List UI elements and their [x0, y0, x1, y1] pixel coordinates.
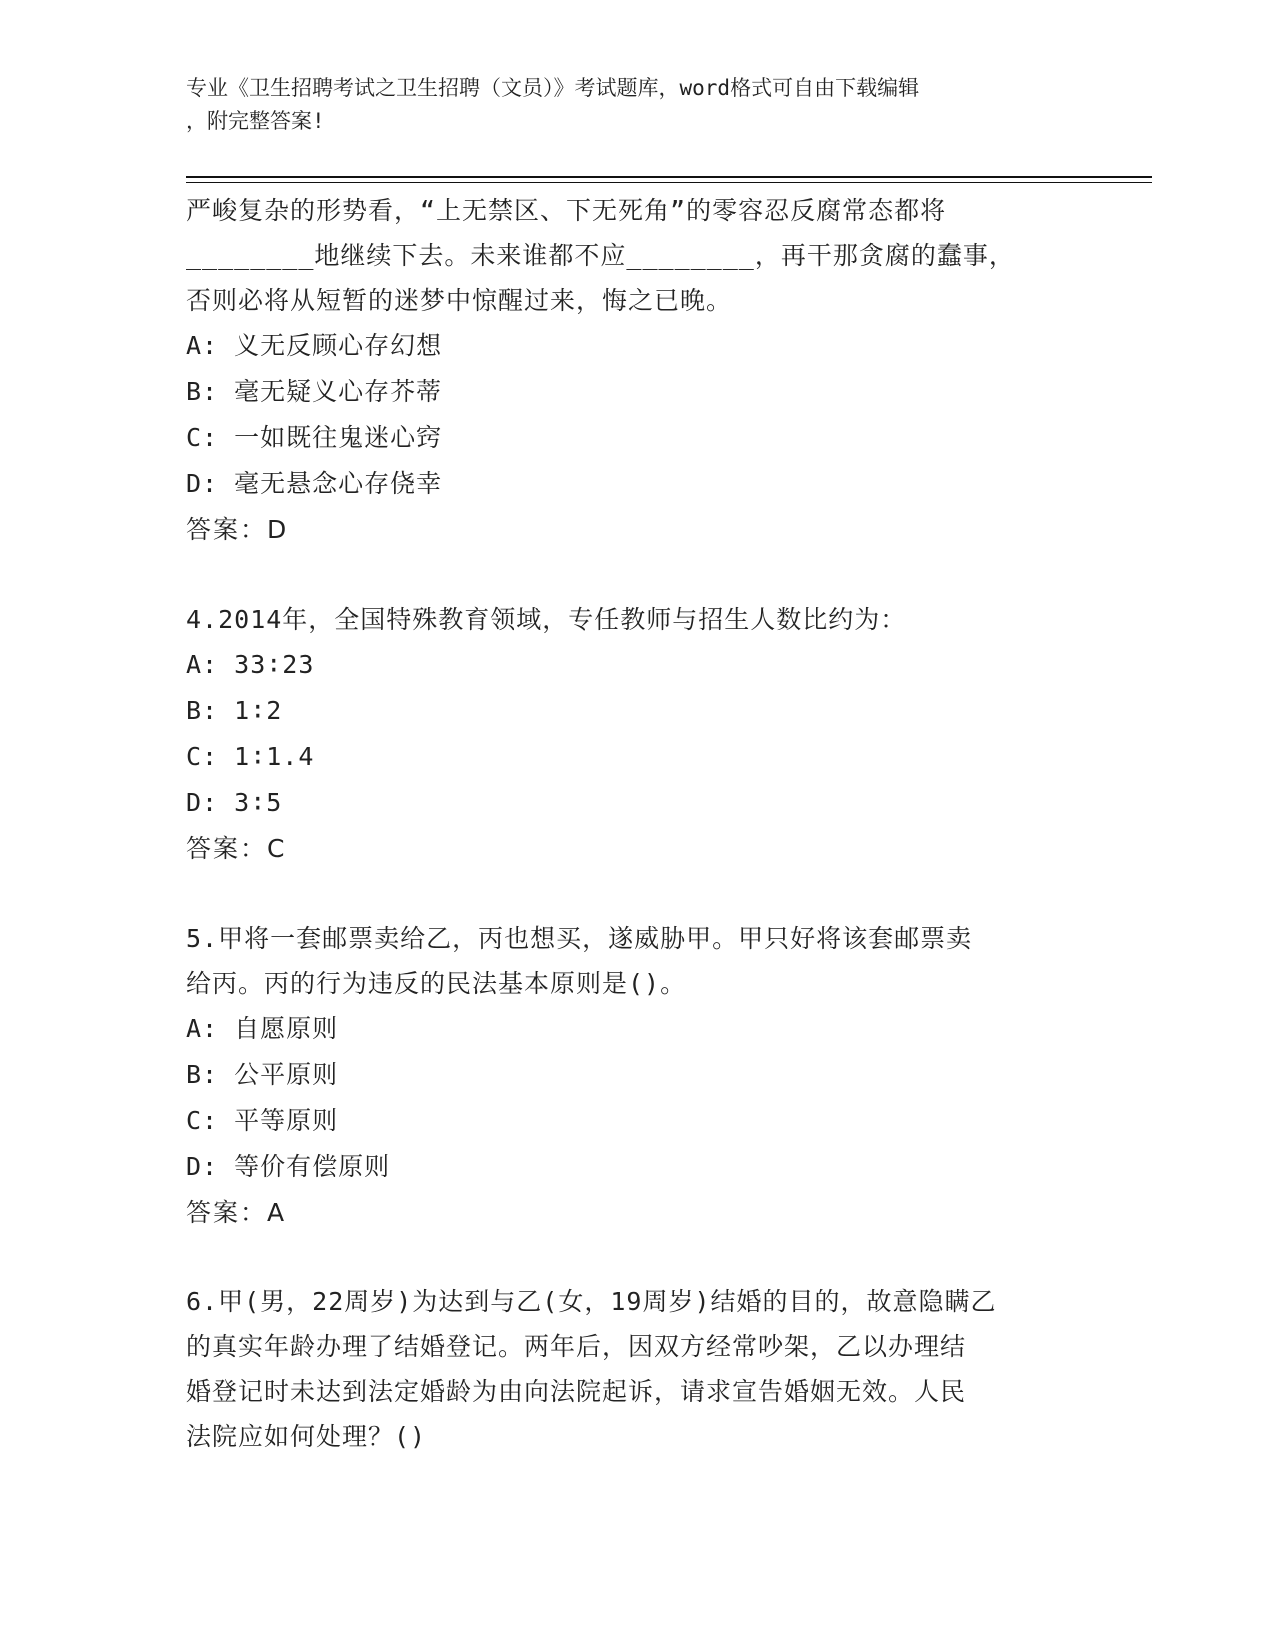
answer-line: 答案：C	[186, 834, 287, 863]
option-d: D: 等价有偿原则	[186, 1152, 391, 1181]
option-c: C: 一如既往鬼迷心窍	[186, 423, 443, 452]
option-c: C: 平等原则	[186, 1106, 339, 1135]
question-text-line: 严峻复杂的形势看，“上无禁区、下无死角”的零容忍反腐常态都将	[186, 196, 947, 225]
question-text-line: 否则必将从短暂的迷梦中惊醒过来，悔之已晚。	[186, 286, 733, 315]
header-line-1: 专业《卫生招聘考试之卫生招聘（文员）》考试题库，word格式可自由下载编辑	[186, 76, 920, 100]
question-text-line: ________地继续下去。未来谁都不应________，再干那贪腐的蠢事，	[186, 241, 1015, 270]
question-text-line: 5.甲将一套邮票卖给乙，丙也想买，遂威胁甲。甲只好将该套邮票卖	[186, 924, 973, 953]
header-divider-thin	[186, 182, 1152, 183]
spacer	[186, 872, 1086, 916]
option-a: A: 33∶23	[186, 650, 315, 679]
header-line-2: ，附完整答案!	[186, 109, 325, 133]
spacer	[186, 553, 1086, 597]
option-d: D: 3∶5	[186, 788, 283, 817]
option-c: C: 1∶1.4	[186, 742, 315, 771]
option-b: B: 毫无疑义心存芥蒂	[186, 377, 443, 406]
question-text-line: 4.2014年，全国特殊教育领域，专任教师与招生人数比约为：	[186, 605, 907, 634]
question-text-line: 的真实年龄办理了结婚登记。两年后，因双方经常吵架，乙以办理结	[186, 1332, 967, 1361]
question-4	[186, 597, 1086, 872]
question-5	[186, 916, 1086, 1236]
option-b: B: 1∶2	[186, 696, 283, 725]
question-text-line: 法院应如何处理？()	[186, 1422, 427, 1451]
option-d: D: 毫无悬念心存侥幸	[186, 469, 443, 498]
header-divider-thick	[186, 176, 1152, 178]
question-text-line: 给丙。丙的行为违反的民法基本原则是()。	[186, 969, 687, 998]
spacer	[186, 1236, 1086, 1279]
question-3	[186, 188, 1086, 553]
question-list	[186, 188, 1086, 1459]
answer-line: 答案：D	[186, 515, 289, 544]
answer-line: 答案：A	[186, 1198, 287, 1227]
question-text-line: 6.甲(男，22周岁)为达到与乙(女，19周岁)结婚的目的，故意隐瞒乙	[186, 1287, 997, 1316]
question-6	[186, 1279, 1086, 1459]
question-text-line: 婚登记时未达到法定婚龄为由向法院起诉，请求宣告婚姻无效。人民	[186, 1377, 967, 1406]
option-b: B: 公平原则	[186, 1060, 339, 1089]
document-header	[186, 72, 1066, 138]
option-a: A: 义无反顾心存幻想	[186, 331, 443, 360]
option-a: A: 自愿原则	[186, 1014, 339, 1043]
